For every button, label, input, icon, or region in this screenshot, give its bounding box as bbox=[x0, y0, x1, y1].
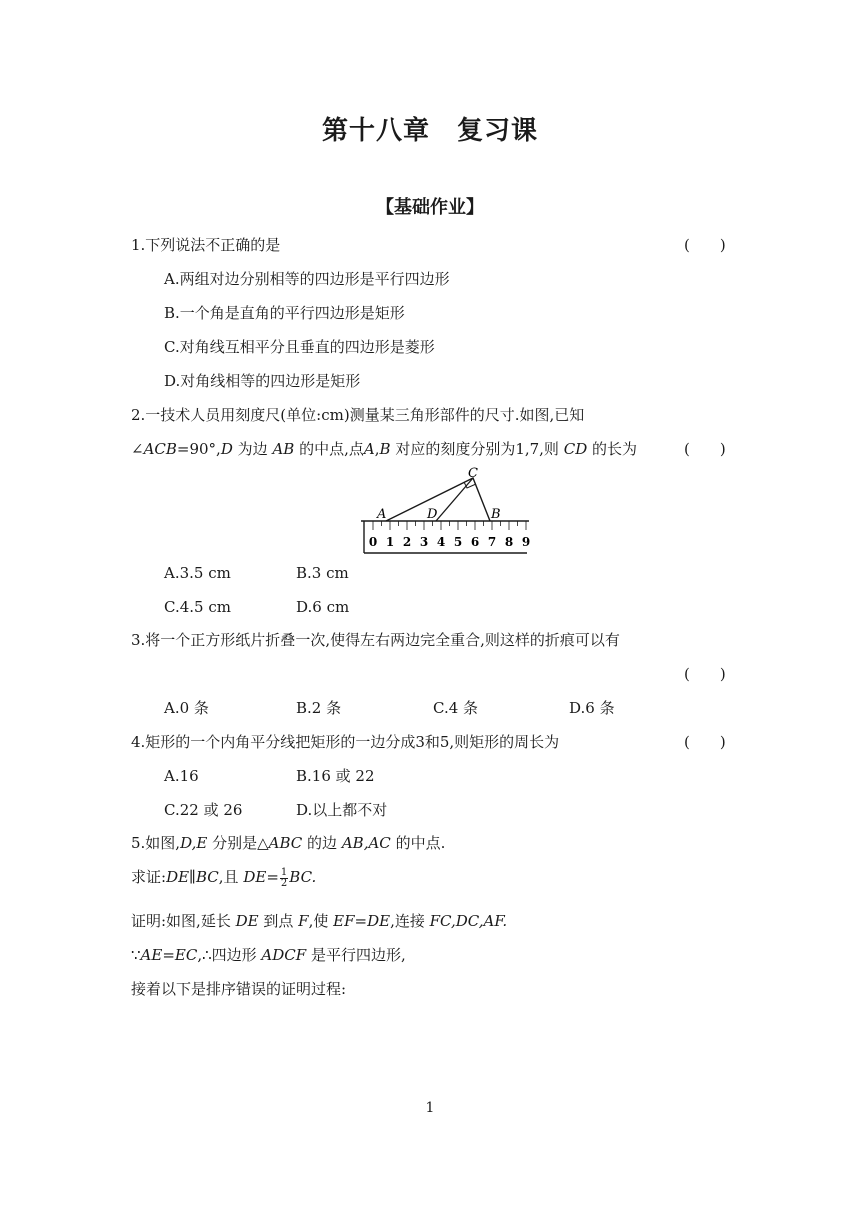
ruler-tick-label: 4 bbox=[436, 535, 446, 549]
q4-option-d: D.以上都不对 bbox=[296, 801, 388, 819]
q4-option-c: C.22 或 26 bbox=[164, 801, 243, 819]
q1-option-b: B.一个角是直角的平行四边形是矩形 bbox=[164, 304, 405, 322]
q2-option-a: A.3.5 cm bbox=[164, 564, 231, 582]
q1-option-c: C.对角线互相平分且垂直的四边形是菱形 bbox=[164, 338, 435, 356]
q5-proof-line1: 证明:如图,延长 DE 到点 F,使 EF=DE,连接 FC,DC,AF. bbox=[131, 912, 508, 930]
q5-stem: 5.如图,D,E 分别是△ABC 的边 AB,AC 的中点. bbox=[131, 834, 446, 852]
ruler-tick-label: 8 bbox=[504, 535, 514, 549]
ruler-tick-label: 9 bbox=[521, 535, 531, 549]
q3-option-b: B.2 条 bbox=[296, 699, 342, 717]
label-a: A bbox=[377, 507, 387, 522]
q2-answer-paren[interactable]: ( ) bbox=[684, 440, 726, 458]
q1-option-d: D.对角线相等的四边形是矩形 bbox=[164, 372, 361, 390]
q2-option-d: D.6 cm bbox=[296, 598, 350, 616]
q2-option-c: C.4.5 cm bbox=[164, 598, 231, 616]
page-title: 第十八章 复习课 bbox=[321, 116, 538, 146]
section-heading: 【基础作业】 bbox=[376, 197, 484, 218]
q2-option-b: B.3 cm bbox=[296, 564, 349, 582]
q4-stem: 4.矩形的一个内角平分线把矩形的一边分成3和5,则矩形的周长为 bbox=[131, 733, 560, 751]
q3-option-d: D.6 条 bbox=[569, 699, 615, 717]
q3-option-a: A.0 条 bbox=[164, 699, 209, 717]
ruler-tick-label: 7 bbox=[487, 535, 497, 549]
q3-answer-paren[interactable]: ( ) bbox=[684, 665, 726, 683]
q1-option-a: A.两组对边分别相等的四边形是平行四边形 bbox=[164, 270, 450, 288]
q4-answer-paren[interactable]: ( ) bbox=[684, 733, 726, 751]
q5-proof-line3: 接着以下是排序错误的证明过程: bbox=[131, 980, 347, 998]
q3-option-c: C.4 条 bbox=[433, 699, 479, 717]
q4-option-a: A.16 bbox=[164, 767, 199, 785]
ruler-tick-label: 6 bbox=[470, 535, 480, 549]
q1-stem: 1.下列说法不正确的是 bbox=[131, 236, 281, 254]
q5-proof-line2: ∵AE=EC,∴四边形 ADCF 是平行四边形, bbox=[131, 946, 406, 964]
q3-stem: 3.将一个正方形纸片折叠一次,使得左右两边完全重合,则这样的折痕可以有 bbox=[131, 631, 620, 649]
ruler-triangle-figure bbox=[355, 462, 535, 556]
q5-to-prove: 求证:DE∥BC,且 DE= $\frac{1}{2}$ BC. bbox=[131, 866, 317, 889]
page-number: 1 bbox=[425, 1100, 435, 1116]
q2-stem-line2: ∠ACB=90°,D 为边 AB 的中点,点A,B 对应的刻度分别为1,7,则 CD 的长为 bbox=[131, 440, 638, 458]
q1-answer-paren[interactable]: ( ) bbox=[684, 236, 726, 254]
q2-stem-line1: 2.一技术人员用刻度尺(单位:cm)测量某三角形部件的尺寸.如图,已知 bbox=[131, 406, 585, 424]
ruler-tick-label: 3 bbox=[419, 535, 429, 549]
label-c: C bbox=[468, 466, 478, 481]
label-d: D bbox=[427, 507, 438, 522]
ruler-tick-label: 5 bbox=[453, 535, 463, 549]
ruler-tick-label: 1 bbox=[385, 535, 395, 549]
fraction-one-half: $\frac{1}{2}$ bbox=[280, 866, 288, 889]
label-b: B bbox=[491, 507, 501, 522]
ruler-tick-label: 0 bbox=[368, 535, 378, 549]
ruler-tick-label: 2 bbox=[402, 535, 412, 549]
q4-option-b: B.16 或 22 bbox=[296, 767, 375, 785]
